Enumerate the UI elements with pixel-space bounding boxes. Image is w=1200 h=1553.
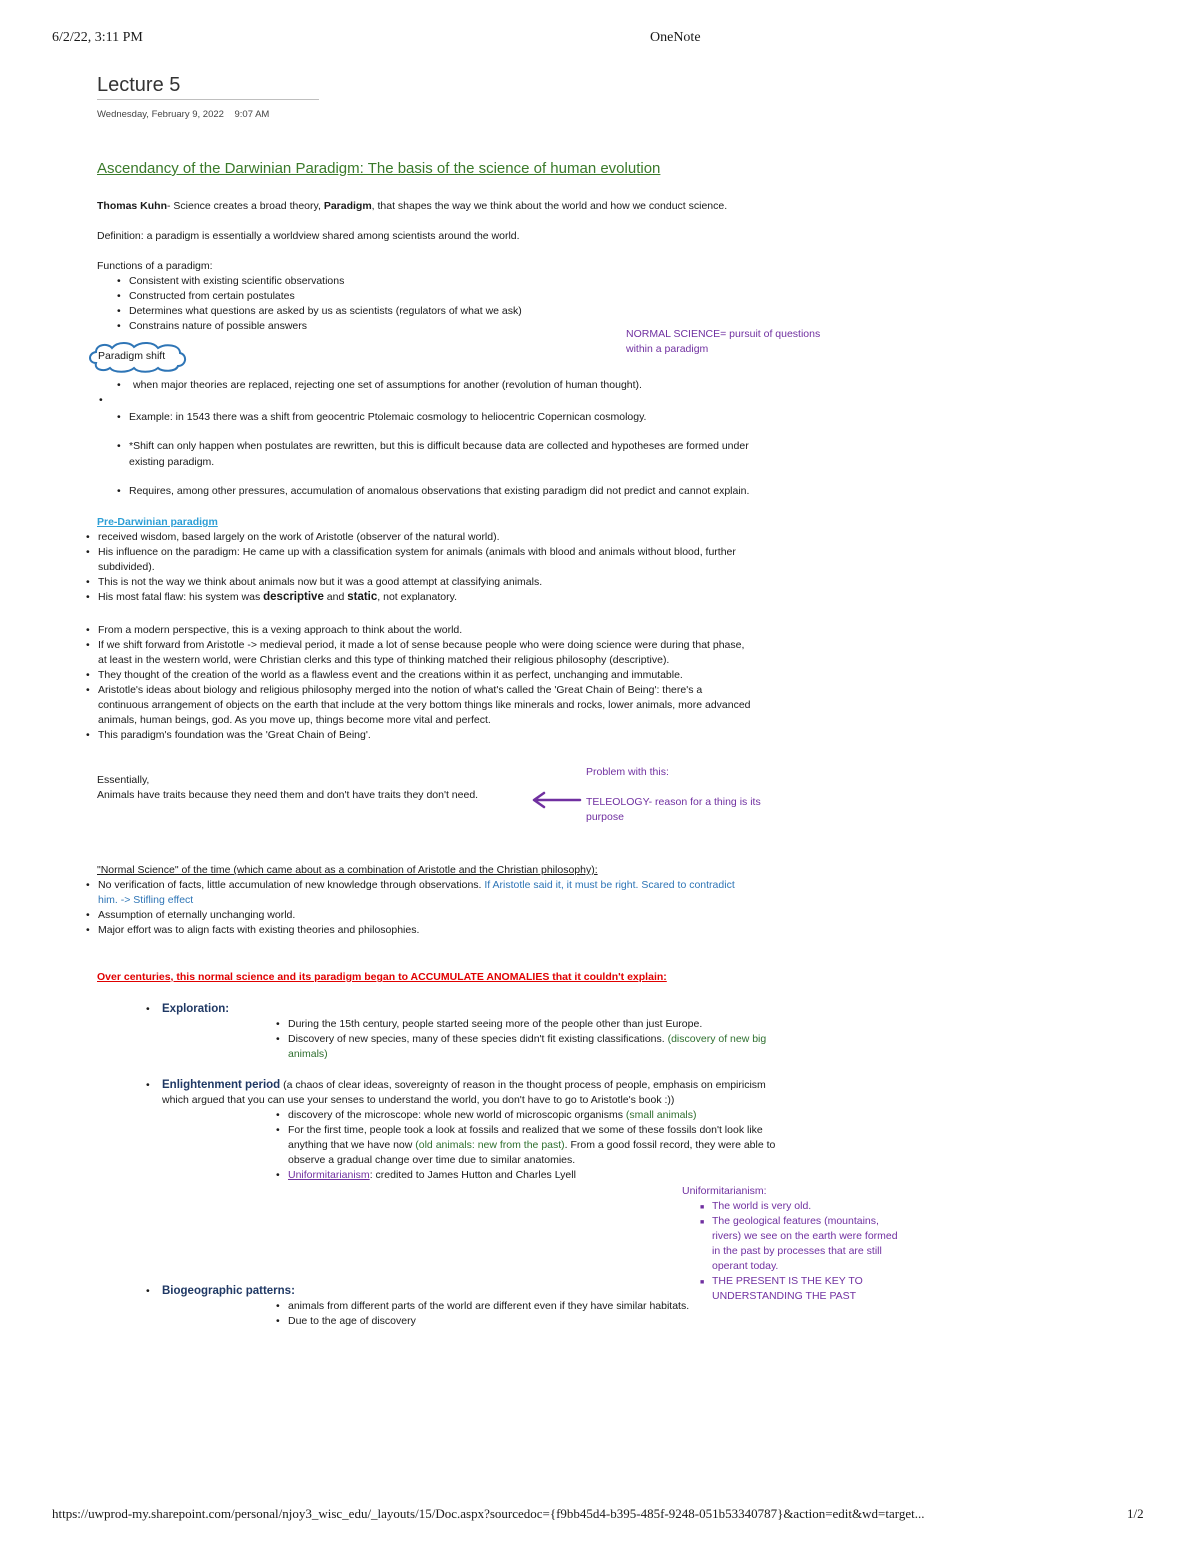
pre-darwinian-label: Pre-Darwinian paradigm (97, 516, 218, 528)
paradigm-shift-label: Paradigm shift (98, 350, 166, 362)
flaw-text-b: , not explanatory. (377, 591, 458, 603)
normal-science-note-line-2: within a paradigm (626, 343, 709, 355)
flaw-text-a: His most fatal flaw: his system was (98, 591, 264, 603)
kuhn-text-2: , that shapes the way we think about the world and how we conduct science. (371, 200, 728, 212)
normal-science-time-list (84, 878, 735, 938)
list-item: • His influence on the paradigm: He came up with a classification system for animals (animals with blood and animals without blood, further (84, 545, 736, 560)
shift-item-1: when major theories are replaced, rejecting one set of assumptions for another (revolution of human thought). (133, 379, 642, 391)
paradigm-shift-note (115, 439, 749, 454)
list-item: • Constrains nature of possible answers (115, 319, 522, 334)
list-item: • They thought of the creation of the world as a flawless event and the creations within it as perfect, unchanging and immutable. (84, 668, 751, 683)
list-item: • animals from different parts of the world are different even if they have similar habitats. (274, 1299, 689, 1314)
list-item (274, 1108, 775, 1123)
fossil-record-text: . From a good fossil record, they were able to (564, 1139, 776, 1151)
kuhn-paradigm: Paradigm (323, 200, 372, 212)
list-item-continuation: rivers) we see on the earth were formed (712, 1230, 898, 1242)
page-date-text: Wednesday, February 9, 2022 (97, 109, 224, 120)
page-title[interactable]: Lecture 5 (97, 74, 181, 96)
problem-label: Problem with this: (586, 766, 669, 778)
list-item: • Major effort was to align facts with existing theories and philosophies. (84, 923, 735, 938)
list-item (274, 1168, 775, 1183)
list-item: • Assumption of eternally unchanging world. (84, 908, 735, 923)
list-item-continuation: him. -> Stifling effect (98, 894, 194, 906)
essentially-label: Essentially, (97, 774, 150, 786)
normal-science-note-line-1: NORMAL SCIENCE= pursuit of questions (626, 328, 821, 340)
teleology-line-2: purpose (586, 811, 624, 823)
anything-text: anything that we have now (288, 1139, 416, 1151)
anomalies-heading: Over centuries, this normal science and its paradigm began to ACCUMULATE ANOMALIES that it couldn't explain: (97, 971, 667, 983)
exploration-bullet: • (146, 1003, 150, 1015)
list-item: • Aristotle's ideas about biology and religious philosophy merged into the notion of what's called the 'Great Chain of Being': there's a (84, 683, 751, 698)
old-animals-green-text: (old animals: new from the past) (415, 1139, 565, 1151)
shift-note-continuation: existing paradigm. (129, 456, 215, 468)
list-item-continuation: continuous arrangement of objects on the earth that include at the very bottom things like minerals and rocks, lower animals, more advanced (98, 699, 751, 711)
and-word: and (323, 591, 348, 603)
page-time-text: 9:07 AM (234, 109, 270, 120)
exploration-list (274, 1017, 766, 1062)
print-datetime: 6/2/22, 3:11 PM (52, 30, 143, 45)
functions-label: Functions of a paradigm: (97, 260, 213, 272)
arrow-left-icon (530, 790, 582, 810)
paradigm-shift-requires (115, 484, 749, 499)
enlightenment-desc-2: which argued that you can use your senses to understand the world, you don't have to go to Aristotle's book :)) (162, 1094, 675, 1106)
list-item: ■ THE PRESENT IS THE KEY TO (698, 1274, 898, 1289)
list-item-continuation: observe a gradual change over time due to similar anatomies. (288, 1154, 576, 1166)
list-item-continuation: at least in the western world, were Christian clerks and this type of thinking matched their religious philosophy (descriptive). (98, 654, 670, 666)
print-page-number: 1/2 (1127, 1506, 1144, 1521)
aristotle-blue-text: If Aristotle said it, it must be right. Scared to contradict (484, 879, 735, 891)
paradigm-shift-list (115, 378, 642, 393)
hutton-lyell-text: : credited to James Hutton and Charles Lyell (369, 1169, 576, 1181)
list-item: • Due to the age of discovery (274, 1314, 689, 1329)
list-item (274, 1032, 766, 1047)
essentially-text: Animals have traits because they need them and don't have traits they don't need. (97, 789, 479, 801)
new-species-text: Discovery of new species, many of these species didn't fit existing classifications. (288, 1033, 668, 1045)
small-animals-green-text: (small animals) (625, 1109, 697, 1121)
enlightenment-desc-1: (a chaos of clear ideas, sovereignty of reason in the thought process of people, emphasis on empiricism (280, 1079, 766, 1091)
list-item-continuation: in the past by processes that are still (712, 1245, 882, 1257)
definition-text: Definition: a paradigm is essentially a worldview shared among scientists around the world. (97, 230, 520, 242)
title-underline (97, 99, 319, 100)
normal-science-time-label: "Normal Science" of the time (which came about as a combination of Aristotle and the Christian philosophy): (97, 864, 598, 876)
list-item: • This paradigm's foundation was the 'Great Chain of Being'. (84, 728, 751, 743)
exploration-label: Exploration: (162, 1003, 230, 1015)
big-animals-green-text: (discovery of new big (667, 1033, 767, 1045)
list-item: • For the first time, people took a look at fossils and realized that we some of these fossils don't look like (274, 1123, 775, 1138)
list-item-continuation: operant today. (712, 1260, 779, 1272)
functions-list (115, 274, 522, 334)
biogeographic-bullet: • (146, 1285, 150, 1297)
enlightenment-list (274, 1108, 775, 1183)
biogeographic-list (274, 1299, 689, 1329)
list-item-continuation: animals) (288, 1048, 328, 1060)
list-item: • This is not the way we think about animals now but it was a good attempt at classifying animals. (84, 575, 736, 590)
list-item: • received wisdom, based largely on the work of Aristotle (observer of the natural world). (84, 530, 736, 545)
verification-text: No verification of facts, little accumulation of new knowledge through observations. (98, 879, 485, 891)
biogeographic-label: Biogeographic patterns: (162, 1285, 295, 1297)
list-item-flaw (84, 590, 736, 605)
paradigm-shift-example (115, 410, 646, 425)
pre-darwinian-list (84, 530, 736, 605)
descriptive-word: descriptive (263, 591, 324, 603)
uniformitarianism-note-label: Uniformitarianism: (682, 1185, 767, 1197)
list-item (84, 878, 735, 893)
uniformitarianism-link[interactable]: Uniformitarianism (288, 1169, 370, 1181)
list-item: • Constructed from certain postulates (115, 289, 522, 304)
print-app-name: OneNote (650, 30, 701, 45)
list-item: • From a modern perspective, this is a vexing approach to think about the world. (84, 623, 751, 638)
enlightenment-label: Enlightenment period (162, 1079, 281, 1091)
list-item: • Requires, among other pressures, accumulation of anomalous observations that existing paradigm did not predict and cannot explain. (115, 484, 749, 499)
print-footer-url[interactable]: https://uwprod-my.sharepoint.com/personal/njoy3_wisc_edu/_layouts/15/Doc.aspx?sourcedoc={f9bb45d4-b395-485f-9248-051b53340787}&action=edit&wd=target... (52, 1506, 925, 1521)
kuhn-paragraph (97, 199, 727, 214)
list-item: • If we shift forward from Aristotle -> medieval period, it made a lot of sense because people who were doing science were during that phase, (84, 638, 751, 653)
list-item: • Determines what questions are asked by us as scientists (regulators of what we ask) (115, 304, 522, 319)
list-item-continuation: subdivided). (98, 561, 155, 573)
list-item: • Example: in 1543 there was a shift from geocentric Ptolemaic cosmology to heliocentric Copernican cosmology. (115, 410, 646, 425)
microscope-text: discovery of the microscope: whole new world of microscopic organisms (288, 1109, 626, 1121)
section-heading: Ascendancy of the Darwinian Paradigm: The basis of the science of human evolution (97, 160, 661, 177)
pre-darwinian-list-2 (84, 623, 751, 743)
enlightenment-line-1 (162, 1078, 766, 1093)
page-date (97, 107, 269, 122)
enlightenment-bullet: • (146, 1079, 150, 1091)
list-item: ■ The geological features (mountains, (698, 1214, 898, 1229)
teleology-line-1: TELEOLOGY- reason for a thing is its (586, 796, 761, 808)
list-item-continuation: animals, human beings, god. As you move up, things become more vital and perfect. (98, 714, 491, 726)
empty-bullet: • (99, 394, 103, 406)
uniformitarianism-note-list (698, 1199, 898, 1304)
list-item-continuation (274, 1138, 775, 1153)
list-item: • During the 15th century, people started seeing more of the people other than just Europe. (274, 1017, 766, 1032)
static-word: static (347, 591, 378, 603)
list-item-continuation: UNDERSTANDING THE PAST (712, 1290, 857, 1302)
list-item (115, 378, 642, 393)
list-item: ■ The world is very old. (698, 1199, 898, 1214)
list-item: • Consistent with existing scientific observations (115, 274, 522, 289)
kuhn-text-1: - Science creates a broad theory, (167, 200, 324, 212)
kuhn-name: Thomas Kuhn (97, 200, 167, 212)
list-item: • *Shift can only happen when postulates are rewritten, but this is difficult because data are collected and hypotheses are formed under (115, 439, 749, 454)
